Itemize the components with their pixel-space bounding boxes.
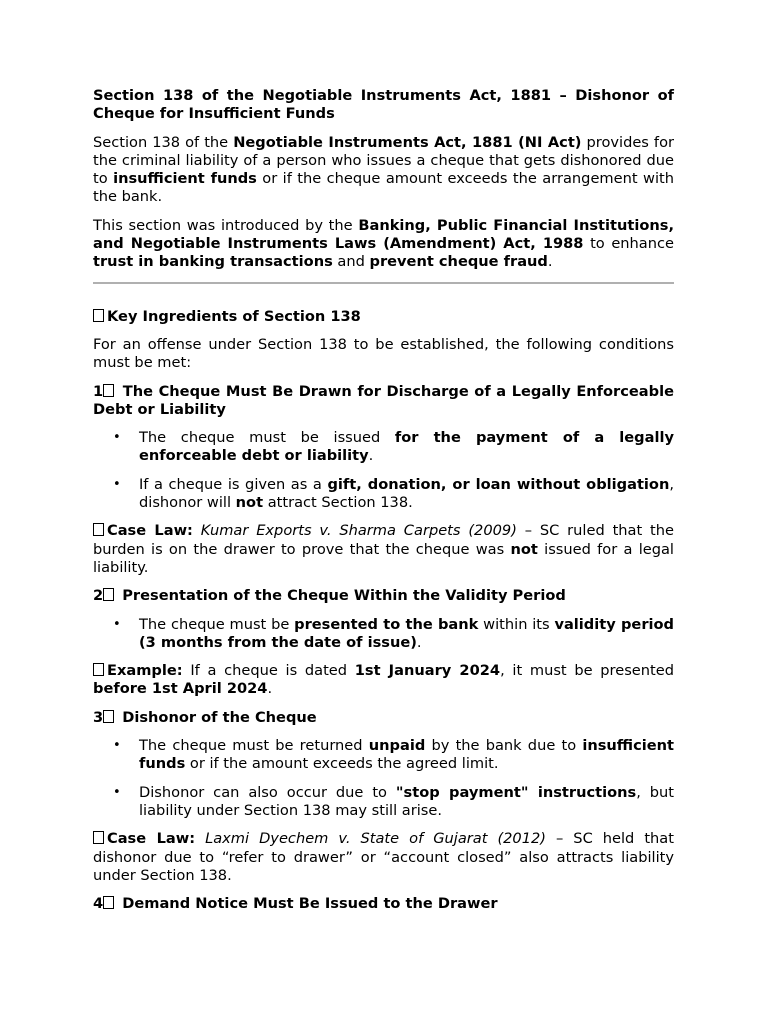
text: or if the amount exceeds the agreed limit.	[185, 755, 499, 773]
example-label: Example:	[107, 662, 183, 680]
heading-text: Demand Notice Must Be Issued to the Drawer	[117, 895, 498, 913]
text: – SC held that dishonor due to “refer to drawer” or “account closed” also attracts liability under Section 138.	[93, 830, 674, 884]
heading-text: Dishonor of the Cheque	[117, 708, 317, 726]
emphasis: gift, donation, or loan without obligation	[327, 475, 670, 493]
act-name: Negotiable Instruments Act, 1881 (NI Act)	[233, 133, 582, 151]
text: or if the cheque amount exceeds the arrangement with the bank.	[93, 170, 674, 206]
condition-number: 2	[93, 587, 104, 605]
document-body	[93, 87, 674, 923]
bullet-icon: •	[113, 784, 121, 800]
missing-glyph-icon	[93, 831, 104, 844]
key-ingredients-intro: For an offense under Section 138 to be established, the following conditions must be met:	[93, 335, 674, 372]
condition-3-heading	[93, 709, 674, 727]
intro-paragraph-1	[93, 134, 674, 207]
emphasis: trust in banking transactions	[93, 253, 333, 271]
emphasis: 1st January 2024	[354, 662, 501, 680]
bullet-icon: •	[113, 616, 121, 632]
missing-glyph-icon	[103, 588, 114, 601]
text: provides for the criminal liability of a person who issues a cheque that gets dishonored due to	[93, 133, 675, 188]
text: and	[332, 253, 370, 271]
amendment-act-name: Banking, Public Financial Institutions, and Negotiable Instruments Laws (Amendment) Act, 1988	[93, 216, 674, 253]
text: to enhance	[583, 235, 675, 253]
case-law-label: Case Law:	[107, 830, 196, 848]
text: .	[368, 447, 374, 465]
missing-glyph-icon	[93, 523, 104, 536]
condition-number: 3	[93, 708, 104, 726]
condition-number: 4	[93, 895, 104, 913]
text: .	[267, 680, 273, 698]
emphasis: for the payment of a legally enforceable debt or liability	[139, 429, 674, 465]
bullet-icon: •	[113, 430, 121, 446]
emphasis: "stop payment" instructions	[395, 783, 637, 801]
text: The cheque must be issued	[139, 429, 395, 447]
text: This section was introduced by the	[93, 216, 359, 234]
list-item	[93, 616, 674, 653]
bullet-icon: •	[113, 476, 121, 492]
condition-2-list	[93, 616, 674, 653]
text: Section 138 of the	[93, 133, 234, 151]
case-name: Kumar Exports v. Sharma Carpets (2009)	[200, 522, 517, 540]
document-title: Section 138 of the Negotiable Instruments Act, 1881 – Dishonor of Cheque for Insufficient Funds	[93, 87, 674, 123]
horizontal-divider	[93, 282, 674, 284]
text: If a cheque is given as a	[139, 475, 328, 493]
text: The cheque must be	[139, 615, 295, 633]
text: If a cheque is dated	[182, 662, 355, 680]
emphasis: before 1st April 2024	[93, 680, 268, 698]
text: .	[416, 633, 422, 651]
text: – SC ruled that the burden is on the drawer to prove that the cheque was	[93, 522, 675, 558]
condition-1-heading	[93, 383, 674, 420]
emphasis: insufficient funds	[139, 737, 675, 773]
text: The cheque must be returned	[139, 737, 369, 755]
emphasis: validity period (3 months from the date of issue)	[139, 615, 675, 651]
intro-paragraph-2	[93, 217, 674, 272]
heading-text: Presentation of the Cheque Within the Validity Period	[117, 587, 566, 605]
list-item	[93, 737, 674, 774]
condition-4-heading	[93, 895, 674, 913]
text: Dishonor can also occur due to	[139, 783, 396, 801]
text: by the bank due to	[425, 737, 583, 755]
key-ingredients-heading	[93, 308, 674, 326]
text: attract Section 138.	[263, 494, 413, 512]
list-item	[93, 429, 674, 466]
bullet-icon: •	[113, 738, 121, 754]
missing-glyph-icon	[93, 663, 104, 676]
list-item	[93, 476, 674, 513]
heading-text: The Cheque Must Be Drawn for Discharge of a Legally Enforceable Debt or Liability	[93, 382, 674, 418]
emphasis: unpaid	[368, 737, 426, 755]
heading-text: Key Ingredients of Section 138	[107, 307, 361, 325]
text: , it must be presented	[500, 662, 674, 680]
emphasis: insufficient funds	[113, 170, 257, 188]
text: .	[547, 253, 553, 271]
condition-2-heading	[93, 587, 674, 605]
condition-1-list	[93, 429, 674, 512]
condition-number: 1	[93, 382, 104, 400]
text: within its	[478, 615, 555, 633]
text: , dishonor will	[139, 475, 674, 512]
case-law-note-1	[93, 522, 674, 577]
text: , but liability under Section 138 may still arise.	[139, 783, 675, 819]
emphasis: presented to the bank	[294, 615, 479, 633]
missing-glyph-icon	[103, 896, 114, 909]
emphasis: not	[235, 494, 264, 512]
example-note	[93, 662, 674, 699]
missing-glyph-icon	[103, 384, 114, 397]
case-name: Laxmi Dyechem v. State of Gujarat (2012)	[205, 830, 546, 848]
case-law-note-2	[93, 830, 674, 885]
missing-glyph-icon	[103, 710, 114, 723]
text: issued for a legal liability.	[93, 540, 674, 576]
condition-3-list	[93, 737, 674, 820]
emphasis: not	[510, 540, 538, 558]
emphasis: prevent cheque fraud	[369, 253, 548, 271]
list-item	[93, 784, 674, 821]
case-law-label: Case Law:	[107, 522, 193, 540]
missing-glyph-icon	[93, 309, 104, 322]
